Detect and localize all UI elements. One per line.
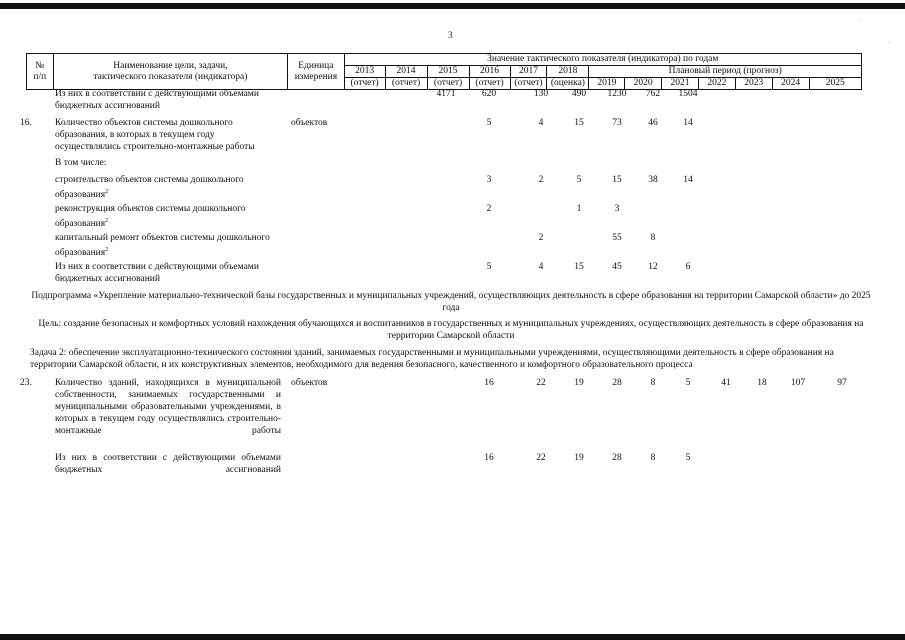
header-year: 2018 (547, 66, 589, 78)
row-name (55, 377, 281, 437)
header-year-note: (оценка) (547, 78, 589, 90)
goal-text: Цель: создание безопасных и комфортных условий нахождения обучающихся и воспитанников в государственных и муниципальных учреждениях, осуществляющих деятельность в сфере образования на территории Самарской области (38, 319, 864, 341)
header-plan-label: Плановый период (прогноз) (589, 66, 862, 78)
value-cell: 620 (481, 89, 497, 99)
value-cell: 5 (486, 262, 492, 272)
page-number: 3 (448, 30, 453, 40)
value-cell: 1230 (607, 89, 627, 99)
bottom-scan-border (0, 634, 905, 640)
header-year: 2023 (735, 78, 772, 90)
header-year-note: (отчет) (469, 78, 510, 90)
row-name-text: Количество объектов системы дошкольного образования, в которых в текущем году осуществлялись строительно-монтажные работы (55, 118, 255, 152)
value-cell: 762 (645, 89, 661, 99)
row-number: 16. (20, 118, 32, 128)
value-cell: 4 (538, 262, 544, 272)
row-number: 23. (20, 378, 32, 388)
scan-speck: · (888, 40, 890, 46)
row-name (55, 174, 281, 201)
value-cell: 8 (650, 453, 656, 463)
row-name-text: В том числе: (55, 158, 107, 168)
value-cell: 16 (484, 453, 494, 463)
value-cell: 18 (757, 378, 767, 388)
header-year: 2020 (625, 78, 662, 90)
value-cell: 28 (612, 453, 622, 463)
row-name-text: строительство объектов системы дошкольного образования (55, 175, 244, 201)
header-year: 2019 (589, 78, 625, 90)
row-name (55, 88, 281, 112)
row-name-text: реконструкция объектов системы дошкольного образования (55, 204, 246, 230)
footnote-marker: 2 (105, 218, 109, 224)
row-name (55, 452, 281, 476)
row-name (55, 261, 281, 285)
value-cell: 15 (574, 118, 584, 128)
header-year-note: (отчет) (385, 78, 427, 90)
value-cell: 8 (650, 378, 656, 388)
value-cell: 490 (571, 89, 587, 99)
value-cell: 19 (574, 453, 584, 463)
scan-speck: · (858, 18, 860, 24)
value-cell: 22 (536, 378, 546, 388)
value-cell: 15 (574, 262, 584, 272)
header-year-note: (отчет) (510, 78, 547, 90)
header-name: Наименование цели, задачи, тактического показателя (индикатора) (53, 54, 288, 90)
value-cell: 1504 (678, 89, 698, 99)
value-cell: 8 (650, 233, 656, 243)
task-text: Задача 2: обеспечение эксплуатационно-технического состояния зданий, занимаемых государственными и муниципальными учреждениями, осуществляющими деятельность в сфере образования на территории Самарской области, и их конструктивных элементов, необходимого для ведения безопасного, качественного и комфортного образовательного процесса (30, 348, 834, 370)
subprogram-title: Подпрограмма «Укрепление материально-технической базы государственных и муниципальных учреждений, осуществляющих деятельность в сфере образования на территории Самарской области» до 2025 года (31, 291, 871, 313)
value-cell: 19 (574, 378, 584, 388)
value-cell: 2 (538, 233, 544, 243)
value-cell: 15 (612, 175, 622, 185)
table-header (26, 53, 862, 90)
value-cell: 41 (721, 378, 731, 388)
value-cell: 107 (790, 378, 806, 388)
header-year: 2013 (344, 66, 385, 78)
value-cell: 38 (648, 175, 658, 185)
header-value-title: Значение тактического показателя (индикатора) по годам (344, 54, 861, 66)
value-cell: 2 (486, 204, 492, 214)
value-cell: 22 (536, 453, 546, 463)
value-cell: 12 (648, 262, 658, 272)
header-year-note: (отчет) (427, 78, 469, 90)
value-cell: 55 (612, 233, 622, 243)
header-num: № п/п (27, 54, 54, 90)
row-name (55, 157, 281, 169)
row-name (55, 232, 281, 259)
footnote-marker: 2 (105, 189, 109, 195)
header-year: 2017 (510, 66, 547, 78)
row-name-text: Количество зданий, находящихся в муниципальной собственности, занимаемых государственными и муниципальными образовательными учреждениями, в которых в текущем году осуществлялись строительно-монтажные работы (55, 378, 281, 436)
header-year: 2014 (385, 66, 427, 78)
top-scan-border (0, 3, 905, 9)
header-year: 2025 (809, 78, 861, 90)
row-unit: объектов (291, 378, 328, 388)
row-name-text: Из них в соответствии с действующими объемами бюджетных ассигнований (55, 89, 259, 111)
row-name-text: капитальный ремонт объектов системы дошкольного образования (55, 233, 270, 259)
value-cell: 46 (648, 118, 658, 128)
row-name-text: Из них в соответствии с действующими объемами бюджетных ассигнований (55, 453, 281, 475)
row-name-text: Из них в соответствии с действующими объемами бюджетных ассигнований (55, 262, 259, 284)
row-name (55, 117, 281, 153)
value-cell: 45 (612, 262, 622, 272)
header-year: 2022 (698, 78, 735, 90)
value-cell: 130 (533, 89, 549, 99)
value-cell: 3 (614, 204, 620, 214)
value-cell: 5 (576, 175, 582, 185)
value-cell: 3 (486, 175, 492, 185)
header-year: 2021 (662, 78, 699, 90)
header-unit: Единица измерения (288, 54, 344, 90)
header-year: 2015 (427, 66, 469, 78)
value-cell: 97 (837, 378, 847, 388)
value-cell: 6 (685, 262, 691, 272)
value-cell: 4 (538, 118, 544, 128)
value-cell: 14 (683, 118, 693, 128)
header-year-note: (отчет) (344, 78, 385, 90)
value-cell: 4171 (436, 89, 456, 99)
header-year: 2024 (772, 78, 809, 90)
row-name (55, 203, 281, 230)
value-cell: 73 (612, 118, 622, 128)
value-cell: 14 (683, 175, 693, 185)
value-cell: 5 (685, 453, 691, 463)
value-cell: 28 (612, 378, 622, 388)
footnote-marker: 2 (105, 247, 109, 253)
value-cell: 5 (486, 118, 492, 128)
value-cell: 2 (538, 175, 544, 185)
value-cell: 16 (484, 378, 494, 388)
value-cell: 5 (685, 378, 691, 388)
value-cell: 1 (576, 204, 582, 214)
row-unit: объектов (291, 118, 328, 128)
header-year: 2016 (469, 66, 510, 78)
